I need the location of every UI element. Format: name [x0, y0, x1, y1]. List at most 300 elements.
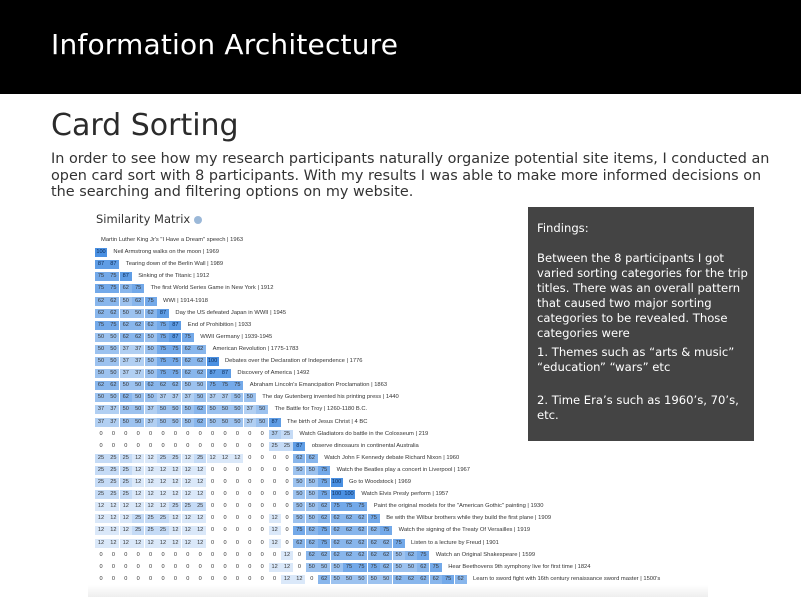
matrix-row-label: Neil Armstrong walks on the moon | 1969: [113, 249, 219, 256]
matrix-cell: 0: [248, 515, 252, 522]
matrix-cell: 12: [157, 478, 169, 487]
matrix-cell: 62: [95, 309, 107, 318]
matrix-cell: 0: [211, 442, 215, 449]
matrix-cell: 62: [405, 551, 417, 560]
matrix-cell: 0: [297, 563, 301, 570]
matrix-cell: 0: [260, 503, 264, 510]
matrix-cell: 0: [260, 515, 264, 522]
matrix-cell: 0: [198, 563, 202, 570]
matrix-cell: 50: [145, 357, 157, 366]
matrix-cell: 0: [186, 563, 190, 570]
matrix-cell: 0: [211, 575, 215, 582]
matrix-cell: 62: [132, 321, 144, 330]
matrix-cell: 37: [132, 357, 144, 366]
matrix-cell: 25: [269, 442, 281, 451]
matrix-row-label: Watch Elvis Presly perform | 1957: [361, 491, 449, 498]
matrix-cell: 50: [145, 393, 157, 402]
matrix-cell: 75: [417, 551, 429, 560]
matrix-cell: 0: [136, 563, 140, 570]
matrix-cell: 50: [256, 405, 268, 414]
matrix-cell: 50: [244, 393, 256, 402]
matrix-cell: 87: [169, 333, 181, 342]
matrix-row-label: Tearing down of the Berlin Wall | 1989: [125, 261, 224, 268]
matrix-cell: 50: [107, 333, 119, 342]
matrix-cell: 62: [120, 284, 132, 293]
matrix-cell: 75: [368, 514, 380, 523]
matrix-row-label: Watch an Original Shakespeare | 1599: [435, 551, 536, 558]
matrix-cell: 62: [145, 309, 157, 318]
matrix-cell: 25: [95, 454, 107, 463]
matrix-cell: 50: [331, 575, 343, 584]
matrix-cell: 0: [260, 491, 264, 498]
matrix-cell: 25: [107, 478, 119, 487]
matrix-cell: 12: [281, 563, 293, 572]
header-banner: [0, 0, 801, 94]
matrix-cell: 0: [198, 430, 202, 437]
matrix-cell: 50: [231, 418, 243, 427]
matrix-cell: 62: [430, 575, 442, 584]
matrix-cell: 62: [306, 551, 318, 560]
matrix-cell: 0: [173, 430, 177, 437]
matrix-cell: 50: [368, 575, 380, 584]
matrix-cell: 62: [194, 405, 206, 414]
matrix-cell: 0: [149, 430, 153, 437]
matrix-cell: 0: [99, 563, 103, 570]
matrix-cell: 62: [417, 563, 429, 572]
matrix-cell: 0: [310, 575, 314, 582]
matrix-cell: 37: [169, 393, 181, 402]
matrix-cell: 25: [95, 478, 107, 487]
matrix-cell: 0: [223, 551, 227, 558]
matrix-cell: 75: [318, 466, 330, 475]
matrix-cell: 50: [132, 309, 144, 318]
matrix-cell: 0: [235, 575, 239, 582]
matrix-cell: 25: [120, 478, 132, 487]
matrix-cell: 0: [149, 575, 153, 582]
matrix-cell: 25: [157, 514, 169, 523]
matrix-cell: 0: [211, 539, 215, 546]
findings-item-1: 1. Themes such as “arts & music” “education” “wars” etc: [537, 345, 735, 374]
matrix-cell: 50: [393, 551, 405, 560]
matrix-cell: 0: [149, 442, 153, 449]
matrix-cell: 75: [169, 369, 181, 378]
section-title: Card Sorting: [51, 108, 239, 143]
matrix-cell: 50: [194, 381, 206, 390]
matrix-cell: 87: [95, 260, 107, 269]
matrix-cell: 25: [107, 454, 119, 463]
matrix-cell: 12: [107, 502, 119, 511]
matrix-row-label: The Battle for Troy | 1260-1180 B.C.: [274, 406, 368, 413]
matrix-cell: 37: [207, 393, 219, 402]
matrix-cell: 12: [157, 490, 169, 499]
matrix-cell: 12: [120, 502, 132, 511]
matrix-cell: 12: [145, 539, 157, 548]
matrix-cell: 0: [149, 551, 153, 558]
matrix-cell: 75: [95, 272, 107, 281]
matrix-cell: 50: [306, 514, 318, 523]
matrix-cell: 50: [306, 563, 318, 572]
matrix-cell: 0: [198, 551, 202, 558]
matrix-cell: 0: [223, 527, 227, 534]
matrix-cell: 75: [182, 333, 194, 342]
matrix-cell: 87: [293, 442, 305, 451]
matrix-cell: 12: [169, 466, 181, 475]
matrix-cell: 12: [281, 575, 293, 584]
matrix-cell: 0: [223, 575, 227, 582]
matrix-cell: 0: [173, 551, 177, 558]
matrix-cell: 0: [111, 563, 115, 570]
matrix-cell: 25: [95, 466, 107, 475]
matrix-cell: 25: [145, 514, 157, 523]
matrix-cell: 12: [169, 478, 181, 487]
matrix-cell: 0: [211, 527, 215, 534]
matrix-cell: 50: [120, 405, 132, 414]
matrix-cell: 50: [145, 333, 157, 342]
matrix-cell: 50: [293, 502, 305, 511]
matrix-cell: 62: [132, 333, 144, 342]
matrix-row-label: The birth of Jesus Christ | 4 BC: [287, 418, 368, 425]
matrix-cell: 50: [145, 345, 157, 354]
matrix-cell: 50: [182, 381, 194, 390]
matrix-cell: 0: [136, 575, 140, 582]
matrix-cell: 62: [331, 526, 343, 535]
matrix-cell: 12: [107, 514, 119, 523]
matrix-cell: 37: [107, 405, 119, 414]
matrix-cell: 62: [145, 381, 157, 390]
matrix-cell: 12: [120, 539, 132, 548]
matrix-cell: 87: [219, 369, 231, 378]
matrix-cell: 75: [393, 539, 405, 548]
matrix-cell: 50: [120, 309, 132, 318]
matrix-cell: 12: [207, 454, 219, 463]
matrix-cell: 37: [120, 345, 132, 354]
matrix-cell: 75: [157, 357, 169, 366]
matrix-cell: 12: [95, 526, 107, 535]
matrix-cell: 12: [182, 454, 194, 463]
findings-panel: [528, 207, 754, 441]
matrix-cell: 75: [107, 272, 119, 281]
matrix-cell: 50: [107, 357, 119, 366]
matrix-cell: 62: [107, 309, 119, 318]
matrix-cell: 0: [99, 430, 103, 437]
matrix-cell: 75: [442, 575, 454, 584]
matrix-cell: 0: [297, 551, 301, 558]
matrix-row-label: American Revolution | 1775-1783: [212, 345, 299, 352]
matrix-cell: 75: [293, 526, 305, 535]
matrix-cell: 50: [231, 393, 243, 402]
matrix-cell: 50: [157, 418, 169, 427]
matrix-cell: 50: [95, 333, 107, 342]
matrix-cell: 62: [331, 551, 343, 560]
matrix-cell: 0: [273, 575, 277, 582]
matrix-cell: 62: [355, 551, 367, 560]
matrix-cell: 62: [95, 297, 107, 306]
matrix-cell: 100: [344, 491, 354, 498]
matrix-cell: 0: [248, 551, 252, 558]
matrix-cell: 75: [145, 297, 157, 306]
matrix-cell: 12: [219, 454, 231, 463]
matrix-cell: 12: [132, 454, 144, 463]
matrix-cell: 0: [111, 551, 115, 558]
matrix-cell: 12: [120, 514, 132, 523]
matrix-cell: 62: [417, 575, 429, 584]
matrix-cell: 25: [281, 442, 293, 451]
matrix-cell: 12: [194, 514, 206, 523]
matrix-cell: 62: [182, 369, 194, 378]
matrix-cell: 50: [380, 575, 392, 584]
matrix-cell: 87: [157, 309, 169, 318]
matrix-cell: 0: [260, 479, 264, 485]
matrix-cell: 50: [293, 466, 305, 475]
matrix-cell: 0: [223, 503, 227, 510]
matrix-cell: 25: [145, 526, 157, 535]
matrix-cell: 50: [132, 405, 144, 414]
matrix-row-label: observe dinosaurs in continental Australia: [311, 442, 419, 449]
matrix-cell: 0: [273, 491, 277, 498]
matrix-cell: 0: [260, 563, 264, 570]
matrix-cell: 12: [269, 526, 281, 535]
matrix-cell: 75: [219, 381, 231, 390]
matrix-cell: 62: [393, 575, 405, 584]
matrix-row-label: Go to Woodstock | 1969: [349, 479, 411, 485]
matrix-cell: 0: [211, 563, 215, 570]
info-icon[interactable]: [194, 216, 202, 224]
matrix-cell: 0: [260, 527, 264, 534]
matrix-cell: 0: [248, 491, 252, 498]
matrix-row-label: WWII Germany | 1939-1945: [200, 333, 273, 340]
matrix-cell: 0: [235, 563, 239, 570]
matrix-row-label: The day Gutenberg invented his printing press | 1440: [262, 394, 399, 401]
matrix-cell: 87: [207, 369, 219, 378]
matrix-row-label: Be with the Wilbur brothers while they build the first plane | 1909: [386, 515, 552, 522]
matrix-cell: 12: [269, 514, 281, 523]
matrix-cell: 0: [223, 466, 227, 473]
matrix-cell: 12: [269, 563, 281, 572]
matrix-cell: 62: [293, 454, 305, 463]
matrix-cell: 50: [355, 575, 367, 584]
matrix-row-label: WWI | 1914-1918: [163, 297, 209, 304]
matrix-cell: 75: [331, 502, 343, 511]
matrix-cell: 50: [405, 563, 417, 572]
matrix-cell: 75: [231, 381, 243, 390]
matrix-cell: 62: [194, 345, 206, 354]
similarity-matrix-title: [96, 212, 202, 226]
matrix-cell: 12: [231, 454, 243, 463]
matrix-cell: 87: [107, 260, 119, 269]
matrix-cell: 62: [293, 539, 305, 548]
matrix-row-label: Sinking of the Titanic | 1912: [138, 273, 210, 280]
matrix-cell: 50: [157, 405, 169, 414]
matrix-cell: 75: [95, 284, 107, 293]
matrix-cell: 62: [107, 297, 119, 306]
matrix-cell: 37: [269, 430, 281, 439]
matrix-header-item: Martin Luther King Jr's "I Have a Dream" speech | 1963: [101, 237, 244, 243]
matrix-cell: 12: [95, 502, 107, 511]
matrix-cell: 75: [157, 345, 169, 354]
matrix-cell: 0: [111, 430, 115, 437]
matrix-cell: 62: [355, 514, 367, 523]
matrix-cell: 62: [169, 381, 181, 390]
matrix-cell: 62: [331, 514, 343, 523]
matrix-cell: 0: [273, 479, 277, 485]
matrix-cell: 12: [169, 526, 181, 535]
matrix-cell: 12: [293, 575, 305, 584]
matrix-cell: 25: [120, 454, 132, 463]
matrix-cell: 12: [182, 466, 194, 475]
matrix-cell: 12: [95, 514, 107, 523]
matrix-cell: 37: [95, 405, 107, 414]
matrix-cell: 0: [173, 575, 177, 582]
matrix-cell: 87: [169, 321, 181, 330]
matrix-cell: 75: [355, 563, 367, 572]
matrix-cell: 0: [285, 454, 289, 461]
matrix-cell: 75: [380, 526, 392, 535]
matrix-cell: 12: [269, 539, 281, 548]
matrix-cell: 50: [95, 345, 107, 354]
matrix-cell: 75: [343, 502, 355, 511]
matrix-cell: 62: [355, 539, 367, 548]
matrix-cell: 12: [145, 466, 157, 475]
matrix-cell: 50: [306, 478, 318, 487]
matrix-cell: 12: [182, 514, 194, 523]
matrix-row-label: Listen to a lecture by Freud | 1901: [411, 539, 499, 546]
matrix-cell: 12: [157, 466, 169, 475]
matrix-cell: 0: [161, 442, 165, 449]
matrix-cell: 0: [223, 442, 227, 449]
matrix-cell: 62: [380, 563, 392, 572]
matrix-cell: 0: [248, 466, 252, 473]
matrix-cell: 62: [343, 551, 355, 560]
matrix-row-label: Watch Gladiators do battle in the Colosseum | 219: [299, 430, 429, 437]
matrix-cell: 0: [223, 430, 227, 437]
matrix-cell: 12: [194, 478, 206, 487]
matrix-cell: 0: [211, 430, 215, 437]
matrix-cell: 75: [157, 321, 169, 330]
matrix-cell: 0: [285, 539, 289, 546]
matrix-row-label: Watch John F Kennedy debate Richard Nixon | 1960: [324, 454, 460, 461]
matrix-cell: 87: [120, 272, 132, 281]
matrix-cell: 50: [169, 405, 181, 414]
matrix-cell: 50: [293, 490, 305, 499]
matrix-cell: 0: [285, 491, 289, 498]
matrix-cell: 100: [207, 358, 218, 364]
matrix-cell: 0: [285, 466, 289, 473]
matrix-cell: 0: [211, 466, 215, 473]
matrix-cell: 0: [248, 575, 252, 582]
matrix-cell: 62: [380, 539, 392, 548]
matrix-cell: 62: [182, 357, 194, 366]
matrix-cell: 50: [194, 393, 206, 402]
matrix-cell: 12: [194, 526, 206, 535]
matrix-cell: 12: [132, 478, 144, 487]
matrix-cell: 12: [169, 514, 181, 523]
matrix-cell: 75: [207, 381, 219, 390]
matrix-cell: 50: [132, 393, 144, 402]
matrix-cell: 0: [136, 551, 140, 558]
matrix-cell: 0: [124, 575, 128, 582]
matrix-cell: 0: [285, 503, 289, 510]
matrix-cell: 0: [211, 479, 215, 485]
matrix-cell: 0: [235, 430, 239, 437]
matrix-cell: 25: [107, 466, 119, 475]
matrix-cell: 0: [186, 575, 190, 582]
matrix-cell: 0: [198, 442, 202, 449]
matrix-cell: 62: [318, 551, 330, 560]
matrix-cell: 37: [107, 418, 119, 427]
matrix-cell: 50: [306, 490, 318, 499]
matrix-cell: 37: [120, 369, 132, 378]
matrix-cell: 25: [169, 454, 181, 463]
matrix-cell: 25: [157, 526, 169, 535]
matrix-cell: 50: [293, 514, 305, 523]
matrix-row-label: Discovery of America | 1492: [237, 370, 310, 377]
matrix-cell: 25: [194, 454, 206, 463]
matrix-cell: 0: [235, 442, 239, 449]
matrix-cell: 12: [182, 490, 194, 499]
matrix-cell: 0: [173, 563, 177, 570]
matrix-cell: 12: [194, 466, 206, 475]
matrix-cell: 12: [145, 490, 157, 499]
matrix-cell: 0: [111, 442, 115, 449]
matrix-cell: 87: [269, 418, 281, 427]
matrix-cell: 62: [120, 333, 132, 342]
matrix-cell: 37: [244, 405, 256, 414]
matrix-cell: 50: [306, 466, 318, 475]
matrix-cell: 75: [318, 478, 330, 487]
matrix-cell: 25: [281, 430, 293, 439]
matrix-cell: 12: [182, 539, 194, 548]
matrix-cell: 0: [248, 563, 252, 570]
matrix-row-label: Watch the signing of the Treaty Of Versailles | 1919: [398, 527, 531, 534]
matrix-cell: 0: [223, 563, 227, 570]
matrix-cell: 0: [161, 430, 165, 437]
matrix-cell: 75: [157, 369, 169, 378]
matrix-cell: 12: [132, 466, 144, 475]
matrix-cell: 37: [120, 357, 132, 366]
matrix-cell: 0: [111, 575, 115, 582]
matrix-cell: 12: [281, 551, 293, 560]
matrix-cell: 62: [120, 321, 132, 330]
matrix-cell: 25: [107, 490, 119, 499]
matrix-cell: 62: [120, 393, 132, 402]
matrix-cell: 0: [235, 527, 239, 534]
matrix-cell: 0: [273, 466, 277, 473]
matrix-cell: 62: [194, 418, 206, 427]
matrix-cell: 0: [248, 479, 252, 485]
matrix-cell: 50: [107, 369, 119, 378]
matrix-cell: 12: [120, 526, 132, 535]
matrix-cell: 0: [211, 503, 215, 510]
matrix-cell: 0: [211, 515, 215, 522]
matrix-row-label: Hear Beethovens 9th symphony live for first time | 1824: [448, 563, 591, 570]
matrix-cell: 50: [107, 393, 119, 402]
matrix-cell: 0: [211, 551, 215, 558]
matrix-cell: 50: [107, 345, 119, 354]
matrix-cell: 25: [95, 490, 107, 499]
matrix-cell: 0: [186, 430, 190, 437]
matrix-row-label: Learn to sword fight with 16th century renaissance sword master | 1500's: [473, 575, 661, 582]
matrix-cell: 12: [132, 502, 144, 511]
matrix-cell: 50: [393, 563, 405, 572]
matrix-cell: 50: [219, 405, 231, 414]
matrix-cell: 100: [331, 491, 342, 498]
matrix-cell: 0: [136, 442, 140, 449]
matrix-cell: 25: [169, 502, 181, 511]
matrix-cell: 0: [260, 551, 264, 558]
matrix-cell: 0: [235, 491, 239, 498]
matrix-cell: 0: [285, 479, 289, 485]
bottom-fade: [88, 585, 708, 597]
